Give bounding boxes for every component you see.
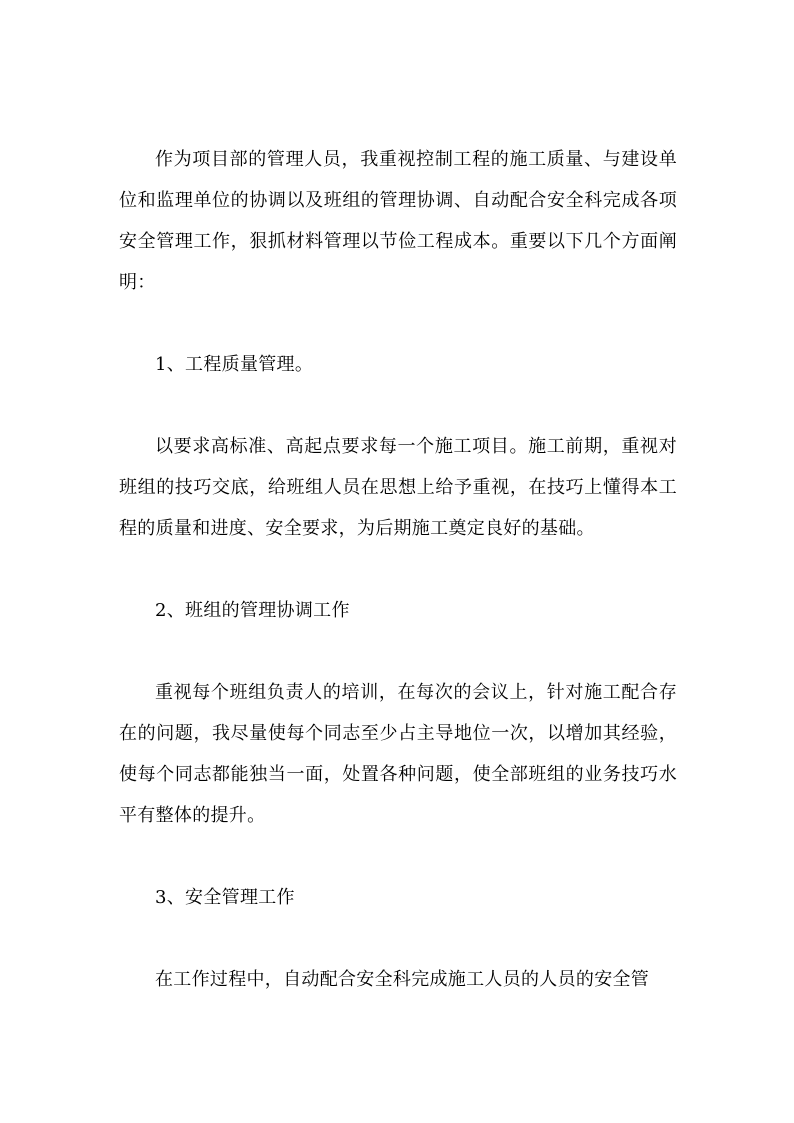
document-body (119, 139, 677, 1000)
team-paragraph: 重视每个班组负责人的培训，在每次的会议上，针对施工配合存在的问题，我尽量使每个同志至少占主导地位一次，以增加其经验，使每个同志都能独当一面，处置各种问题，使全部班组的业务技巧水平有整体的提升。 (119, 682, 677, 826)
section-heading-safety: 3、安全管理工作 (155, 887, 295, 908)
section-heading-team: 2、班组的管理协调工作 (155, 600, 350, 621)
intro-paragraph: 作为项目部的管理人员，我重视控制工程的施工质量、与建设单位和监理单位的协调以及班组的管理协调、自动配合安全科完成各项安全管理工作，狠抓材料管理以节俭工程成本。重要以下几个方面阐明： (119, 149, 677, 293)
safety-paragraph: 在工作过程中，自动配合安全科完成施工人员的人员的安全管 (155, 969, 650, 990)
quality-paragraph: 以要求高标准、高起点要求每一个施工项目。施工前期，重视对班组的技巧交底，给班组人员在思想上给予重视，在技巧上懂得本工程的质量和进度、安全要求，为后期施工奠定良好的基础。 (119, 436, 677, 539)
section-heading-quality: 1、工程质量管理。 (155, 354, 314, 375)
